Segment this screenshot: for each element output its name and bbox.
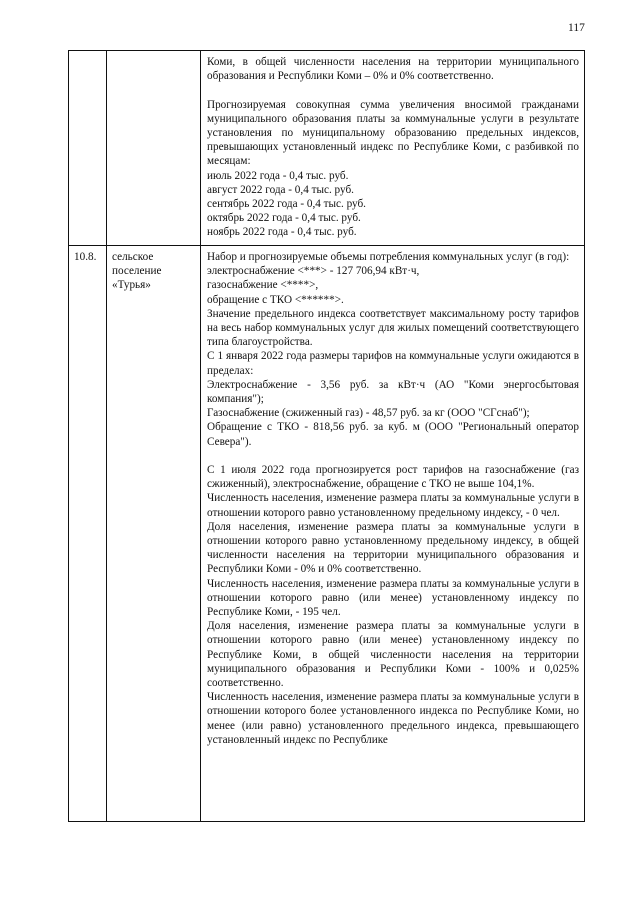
month-line: август 2022 года - 0,4 тыс. руб. <box>207 183 354 196</box>
cell-continuation-text <box>201 51 585 246</box>
page-number: 117 <box>568 22 585 34</box>
paragraph: С 1 января 2022 года размеры тарифов на коммунальные услуги ожидаются в пределах: <box>207 350 579 377</box>
paragraph: газоснабжение <****>, <box>207 279 319 292</box>
table-row-10-8 <box>69 246 585 822</box>
paragraph: электроснабжение <***> - 127 706,94 кВт·ч, <box>207 265 420 278</box>
paragraph: Газоснабжение (сжиженный газ) - 48,57 руб. за кг (ООО "СГснаб"); <box>207 407 530 420</box>
paragraph: Доля населения, изменение размера платы за коммунальные услуги в отношении которого равно (или менее) установленному индексу по Республике Коми, в общей численности населения на территории муниципального образования и Республики Коми - 100% и 0,025% соответственно. <box>207 620 579 690</box>
paragraph: Численность населения, изменение размера платы за коммунальные услуги в отношении которого более установленного индекса по Республике Коми, но менее (или равно) установленного предельного индекса, превышающего установленный индекс по Республике <box>207 691 579 746</box>
month-line: сентябрь 2022 года - 0,4 тыс. руб. <box>207 198 366 211</box>
month-line: июль 2022 года - 0,4 тыс. руб. <box>207 169 349 182</box>
cell-name-empty <box>107 51 201 246</box>
document-table <box>68 50 585 822</box>
paragraph: обращение с ТКО <******>. <box>207 293 344 306</box>
cell-settlement-name <box>107 246 201 822</box>
paragraph: Обращение с ТКО - 818,56 руб. за куб. м (ООО "Региональный оператор Севера"). <box>207 421 579 448</box>
paragraph: Электроснабжение - 3,56 руб. за кВт·ч (АО "Коми энергосбытовая компания"); <box>207 378 579 406</box>
paragraph: Прогнозируемая совокупная сумма увеличения вносимой гражданами муниципального образования платы за коммунальные услуги в результате установления по муниципальному образованию предельных индексов, превышающих установленный индекс по Республике Коми, с разбивкой по месяцам: <box>207 98 579 168</box>
paragraph: Численность населения, изменение размера платы за коммунальные услуги в отношении которого равно установленному предельному индексу, - 0 чел. <box>207 492 579 519</box>
paragraph: Набор и прогнозируемые объемы потребления коммунальных услуг (в год): <box>207 251 570 263</box>
paragraph: Доля населения, изменение размера платы за коммунальные услуги в отношении которого равно установленному предельному индексу, в общей численности населения на территории муниципального образования и Республики Коми - 0% и 0% соответственно. <box>207 520 579 576</box>
paragraph: Численность населения, изменение размера платы за коммунальные услуги в отношении которого равно (или менее) установленному индексу по Республике Коми, - 195 чел. <box>207 577 579 619</box>
paragraph: Значение предельного индекса соответствует максимальному росту тарифов на весь набор коммунальных услуг для жилых помещений соответствующего типа благоустройства. <box>207 307 579 349</box>
cell-row-text <box>201 246 585 822</box>
row-number: 10.8. <box>74 251 97 263</box>
paragraph-spacer <box>207 83 579 97</box>
table-row-continuation <box>69 51 585 246</box>
settlement-name: сельское поселение «Турья» <box>112 251 162 292</box>
paragraph-spacer <box>207 449 579 463</box>
month-line: октябрь 2022 года - 0,4 тыс. руб. <box>207 212 361 225</box>
cell-row-number <box>69 246 107 822</box>
month-line: ноябрь 2022 года - 0,4 тыс. руб. <box>207 226 357 239</box>
paragraph: Коми, в общей численности населения на территории муниципального образования и Республики Коми – 0% и 0% соответственно. <box>207 56 579 83</box>
cell-number-empty <box>69 51 107 246</box>
paragraph: С 1 июля 2022 года прогнозируется рост тарифов на газоснабжение (газ сжиженный), электроснабжение, обращение с ТКО не выше 104,1%. <box>207 464 579 491</box>
